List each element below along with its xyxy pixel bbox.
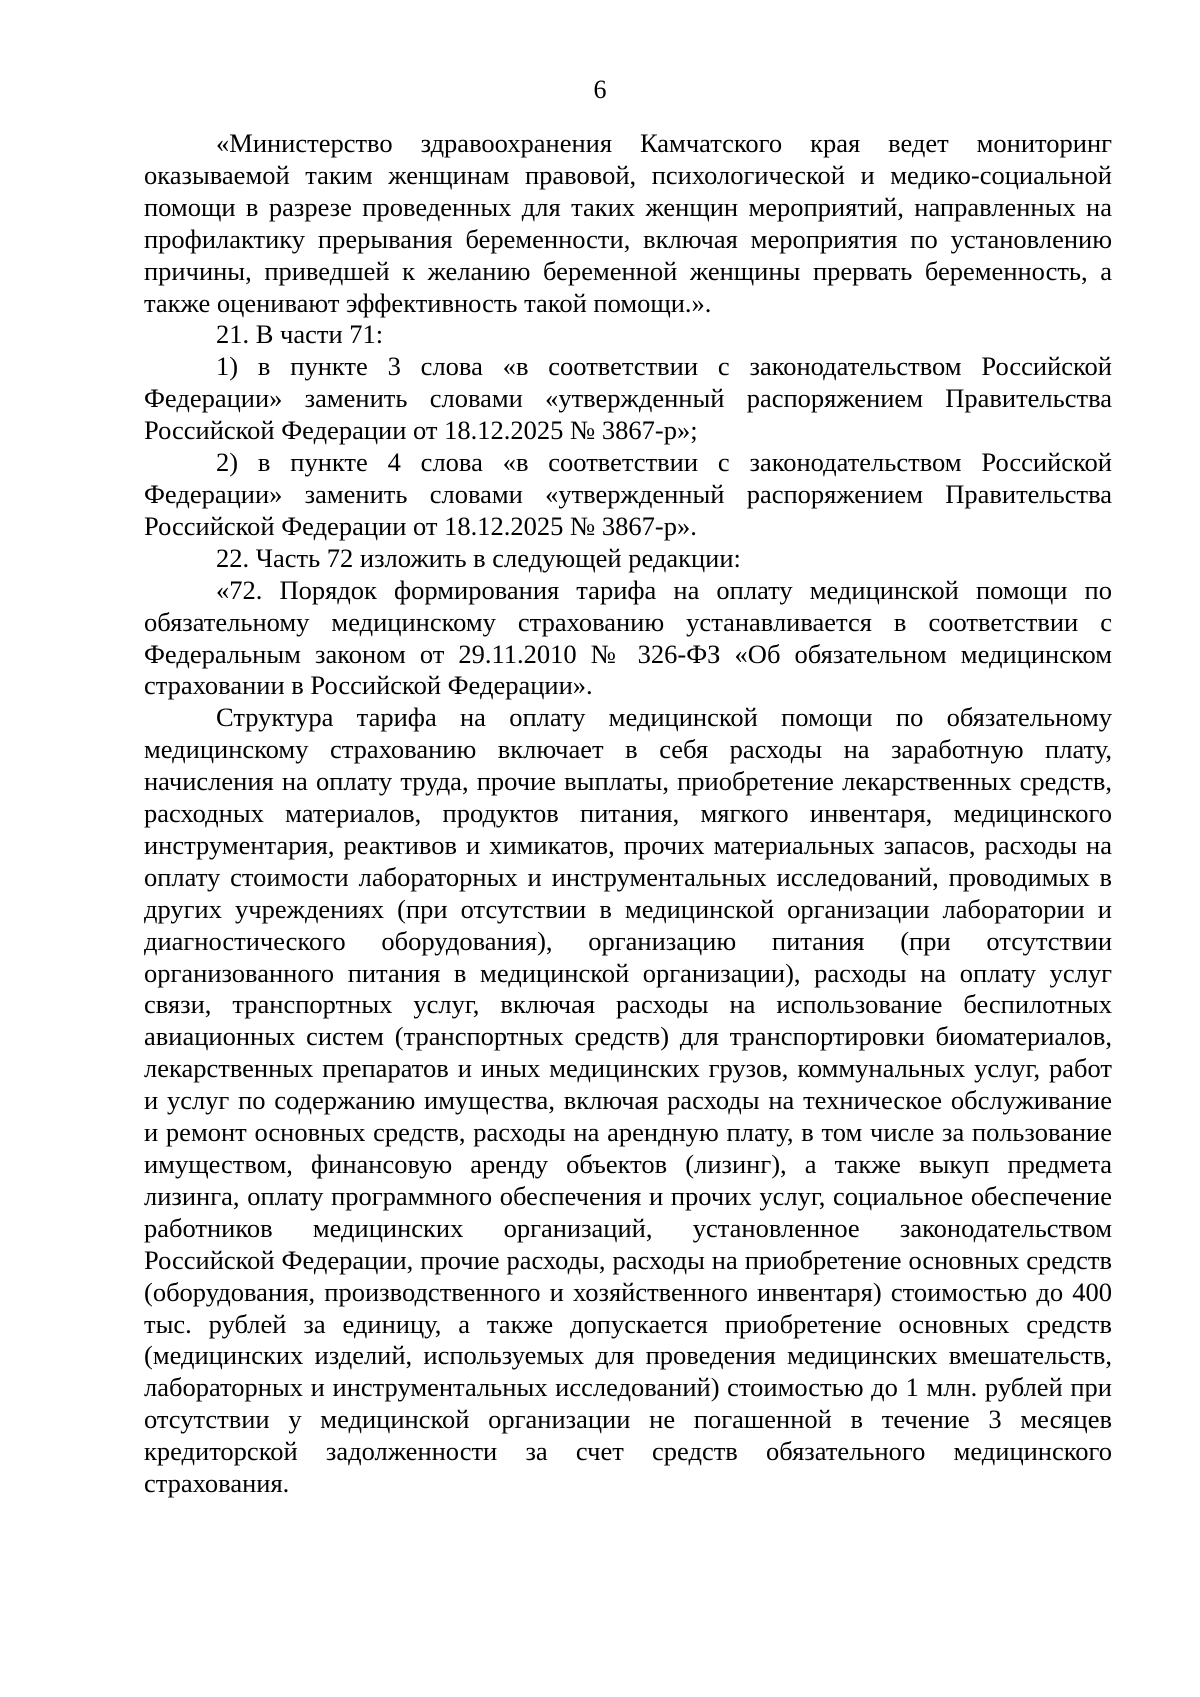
- paragraph-tariff-structure: Структура тарифа на оплату медицинской помощи по обязательному медицинскому страхованию включает в себя расходы на заработную плату, начисления на оплату труда, прочие выплаты, приобретение лекарственных средств, расходных материалов, продуктов питания, мягкого инвентаря, медицинского инструментария, реактивов и химикатов, прочих материальных запасов, расходы на оплату стоимости лабораторных и инструментальных исследований, проводимых в других учреждениях (при отсутствии в медицинской организации лаборатории и диагностического оборудования), организацию питания (при отсутствии организованного питания в медицинской организации), расходы на оплату услуг связи, транспортных услуг, включая расходы на использование беспилотных авиационных систем (транспортных средств) для транспортировки биоматериалов, лекарственных препаратов и иных медицинских грузов, коммунальных услуг, работ и услуг по содержанию имущества, включая расходы на техническое обслуживание и ремонт основных средств, расходы на арендную плату, в том числе за пользование имуществом, финансовую аренду объектов (лизинг), а также выкуп предмета лизинга, оплату программного обеспечения и прочих услуг, социальное обеспечение работников медицинских организаций, установленное законодательством Российской Федерации, прочие расходы, расходы на приобретение основных средств (оборудования, производственного и хозяйственного инвентаря) стоимостью до 400 тыс. рублей за единицу, а также допускается приобретение основных средств (медицинских изделий, используемых для проведения медицинских вмешательств, лабораторных и инструментальных исследований) стоимостью до 1 млн. рублей при отсутствии у медицинской организации не погашенной в течение 3 месяцев кредиторской задолженности за счет средств обязательного медицинского страхования.: [144, 702, 1112, 1499]
- document-body: [144, 128, 1112, 1500]
- paragraph-subitem-1: 1) в пункте 3 слова «в соответствии с законодательством Российской Федерации» заменить словами «утвержденный распоряжением Правительства Российской Федерации от 18.12.2025 № 3867-р»;: [144, 351, 1112, 446]
- paragraph-item-22: 22. Часть 72 изложить в следующей редакции:: [216, 542, 741, 573]
- paragraph-item-21: 21. В части 71:: [216, 319, 384, 350]
- paragraph-subitem-2: 2) в пункте 4 слова «в соответствии с законодательством Российской Федерации» заменить словами «утвержденный распоряжением Правительства Российской Федерации от 18.12.2025 № 3867-р».: [144, 447, 1112, 541]
- page-number: 6: [593, 75, 607, 104]
- paragraph-monitoring: «Министерство здравоохранения Камчатского края ведет мониторинг оказываемой таким женщинам правовой, психологической и медико-социальной помощи в разрезе проведенных для таких женщин мероприятий, направленных на профилактику прерывания беременности, включая мероприятия по установлению причины, приведшей к желанию беременной женщины прервать беременность, а также оценивают эффективность такой помощи.».: [144, 128, 1112, 318]
- paragraph-part-72: «72. Порядок формирования тарифа на оплату медицинской помощи по обязательному медицинскому страхованию устанавливается в соответствии с Федеральным законом от 29.11.2010 № 326-ФЗ «Об обязательном медицинском страховании в Российской Федерации».: [144, 574, 1112, 701]
